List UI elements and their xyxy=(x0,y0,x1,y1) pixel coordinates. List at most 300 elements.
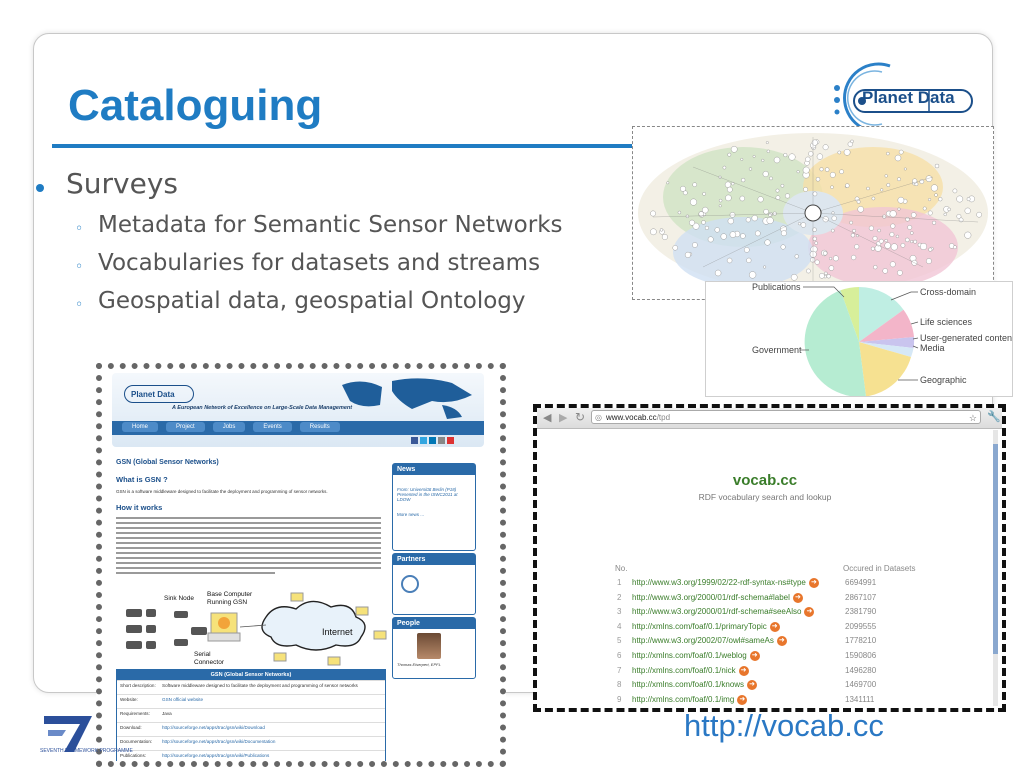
vocab-row-count: 1341111 xyxy=(845,694,875,704)
vocab-row-number: 3 xyxy=(617,607,622,617)
pie-svg xyxy=(706,282,1012,396)
vocab-site-subtitle: RDF vocabulary search and lookup xyxy=(698,492,832,502)
cloud-node xyxy=(725,195,731,201)
cloud-node xyxy=(789,154,796,161)
cloud-node xyxy=(885,243,891,249)
address-host: www.vocab.cc xyxy=(606,413,657,422)
cloud-node xyxy=(810,251,816,257)
cloud-node xyxy=(673,245,678,250)
cloud-node xyxy=(926,258,931,263)
cloud-node xyxy=(904,168,906,170)
vocab-row-uri[interactable] xyxy=(632,636,787,646)
cloud-node xyxy=(693,183,697,187)
cloud-node xyxy=(959,218,963,222)
cloud-node xyxy=(808,151,813,156)
cloud-node xyxy=(806,269,810,273)
diagram-base-computer-label: Base Computer Running GSN xyxy=(207,591,253,606)
cloud-node xyxy=(851,140,854,143)
vocab-row-uri-text[interactable]: http://www.w3.org/2000/01/rdf-schema#seeAlso xyxy=(632,607,802,617)
vocab-row-uri[interactable] xyxy=(632,622,780,632)
cloud-node xyxy=(689,220,694,225)
cloud-node xyxy=(897,178,900,181)
gsn-table-value[interactable]: GSN official website xyxy=(162,697,204,702)
gsn-logo: Planet Data xyxy=(124,385,194,403)
vocab-row-uri-text[interactable]: http://www.w3.org/1999/02/22-rdf-syntax-ns#type xyxy=(632,578,806,588)
gsn-tagline: A European Network of Excellence on Large-Scale Data Management xyxy=(172,405,353,411)
cloud-node xyxy=(785,194,790,199)
cloud-node xyxy=(784,153,788,157)
vocab-row-uri-text[interactable]: http://xmlns.com/foaf/0.1/primaryTopic xyxy=(632,621,767,631)
gsn-table-row xyxy=(117,722,385,736)
cloud-node xyxy=(766,141,768,143)
logo-text: Planet Data xyxy=(862,88,955,107)
vocab-row-count: 1469700 xyxy=(845,680,877,690)
arrow-circle-icon[interactable]: ➜ xyxy=(739,666,749,676)
cloud-node xyxy=(920,243,927,250)
cloud-node xyxy=(705,226,709,230)
sub-bullet-marker: ◦ xyxy=(75,297,84,313)
pie-label-government: Government xyxy=(752,345,802,355)
cloud-node xyxy=(719,205,721,207)
cloud-node xyxy=(791,274,797,280)
diagram-sink-node-label: Sink Node xyxy=(164,595,194,602)
cloud-node xyxy=(813,192,817,196)
vocab-row-uri-text[interactable]: http://www.w3.org/2000/01/rdf-schema#label xyxy=(632,592,790,602)
gsn-table-key: Documentation: xyxy=(120,739,153,744)
cloud-node xyxy=(898,208,901,211)
cloud-node xyxy=(858,206,864,212)
gsn-person-name: Thomas Eiserpert, EPFL xyxy=(397,662,441,667)
cloud-node xyxy=(762,159,765,162)
gsn-partners-box xyxy=(392,553,476,615)
gsn-table-value[interactable]: http://sourceforge.net/apps/trac/gsn/wiki/Documentation xyxy=(162,739,276,744)
pie-label-geographic: Geographic xyxy=(920,375,967,385)
cloud-node xyxy=(829,257,832,260)
gsn-table-value: Software middleware designed to facilitate the deployment and programming of sensor networks xyxy=(162,683,358,688)
gsn-table-value[interactable]: http://sourceforge.net/apps/trac/gsn/wiki/Publications xyxy=(162,753,270,758)
gsn-table-row xyxy=(117,680,385,694)
cloud-node xyxy=(879,239,883,243)
cloud-node xyxy=(953,189,957,193)
cloud-node xyxy=(767,217,774,224)
page-icon: ◎ xyxy=(595,413,602,422)
footer-url-link[interactable]: http://vocab.cc xyxy=(684,708,884,743)
cloud-node xyxy=(928,198,931,201)
gsn-table-key: Download: xyxy=(120,725,142,730)
cloud-node xyxy=(815,260,820,265)
cloud-node xyxy=(746,258,751,263)
cloud-node xyxy=(830,172,835,177)
gsn-header xyxy=(112,373,484,447)
vocab-row-number: 5 xyxy=(617,636,622,646)
vocab-row-uri[interactable] xyxy=(632,680,757,690)
cloud-node xyxy=(831,186,834,189)
gsn-body-text xyxy=(116,517,381,587)
cloud-node xyxy=(965,208,971,214)
cloud-node xyxy=(749,168,752,171)
cloud-node xyxy=(901,243,905,247)
wrench-icon[interactable]: 🔧 xyxy=(987,410,1001,423)
cloud-node xyxy=(953,246,956,249)
gsn-nav xyxy=(122,422,340,432)
cloud-node xyxy=(891,244,898,251)
forward-icon[interactable]: ▶ xyxy=(559,411,568,424)
cloud-node xyxy=(776,189,779,192)
back-icon[interactable]: ◀ xyxy=(543,411,552,424)
bullet-surveys: Surveys xyxy=(66,167,178,200)
vocab-row-number: 1 xyxy=(617,578,622,587)
cloud-node xyxy=(816,177,820,181)
cloud-node xyxy=(932,221,936,225)
vocab-row-uri[interactable] xyxy=(632,607,814,617)
cloud-node xyxy=(740,234,745,239)
share-icon[interactable] xyxy=(438,437,445,444)
arrow-circle-icon[interactable]: ➜ xyxy=(793,593,803,603)
bullet-marker xyxy=(36,184,44,192)
cloud-node xyxy=(890,211,897,218)
pie-label-life-sciences: Life sciences xyxy=(920,317,973,327)
arrow-circle-icon[interactable]: ➜ xyxy=(737,695,747,705)
cloud-node xyxy=(702,207,708,213)
cloud-node xyxy=(935,164,939,168)
cloud-node xyxy=(845,184,849,188)
cloud-node xyxy=(850,221,853,224)
vocab-row-number: 2 xyxy=(617,592,622,602)
cloud-node xyxy=(891,224,896,229)
gsn-news-item[interactable]: From: Universität Berlin (P18) Presented in the ISWC2011 at LDOW xyxy=(397,487,458,502)
cloud-node xyxy=(819,273,824,278)
cloud-node xyxy=(890,232,894,236)
cloud-node xyxy=(820,168,824,172)
gsn-table-value[interactable]: http://sourceforge.net/apps/trac/gsn/wiki/Download xyxy=(162,725,265,730)
cloud-node xyxy=(730,232,736,238)
cloud-node xyxy=(873,265,877,269)
twitter-icon[interactable] xyxy=(420,437,427,444)
arrow-circle-icon[interactable]: ➜ xyxy=(750,651,760,661)
gsn-table-key: Publications: xyxy=(120,753,147,758)
vocab-row-uri[interactable] xyxy=(632,578,819,588)
gsn-nav-results[interactable]: Results xyxy=(300,422,340,432)
cloud-node xyxy=(857,200,860,203)
cloud-node xyxy=(797,170,800,173)
gsn-table-row xyxy=(117,736,385,750)
cloud-node xyxy=(721,234,727,240)
vocab-browser-screenshot xyxy=(533,404,1006,712)
cloud-node xyxy=(795,255,799,259)
slide-title: Cataloguing xyxy=(68,81,323,130)
gsn-news-box xyxy=(392,463,476,551)
cloud-node xyxy=(908,225,912,229)
cloud-node xyxy=(948,208,951,211)
pie-label-user-generated: User-generated content xyxy=(920,333,1012,343)
cloud-node xyxy=(895,155,901,161)
vocab-row-count: 6694991 xyxy=(845,578,877,587)
vocab-row-uri[interactable] xyxy=(632,666,749,676)
gsn-table-row xyxy=(117,708,385,722)
cloud-node xyxy=(781,245,786,250)
vocab-row-uri-text[interactable]: http://xmlns.com/foaf/0.1/nick xyxy=(632,665,736,675)
cloud-node xyxy=(853,229,856,232)
scrollbar[interactable] xyxy=(993,430,998,706)
cloud-node xyxy=(854,244,859,249)
cloud-node xyxy=(832,212,835,215)
cloud-node xyxy=(727,187,732,192)
cloud-node xyxy=(801,223,806,228)
diagram-serial-connector-label: Serial Connector xyxy=(194,651,224,666)
gsn-info-table xyxy=(116,669,386,765)
cloud-node xyxy=(650,211,655,216)
gsn-table-key: Requirements: xyxy=(120,711,150,716)
gsn-table-key: Short description: xyxy=(120,683,156,688)
arrow-circle-icon[interactable]: ➜ xyxy=(804,607,814,617)
world-map xyxy=(332,375,482,421)
youtube-icon[interactable] xyxy=(447,437,454,444)
cloud-node xyxy=(929,248,933,252)
cloud-node xyxy=(758,197,764,203)
cloud-node xyxy=(753,155,755,157)
gsn-table-row xyxy=(117,694,385,708)
cloud-node xyxy=(764,209,769,214)
cloud-node xyxy=(977,212,982,217)
person-photo xyxy=(417,633,441,659)
cloud-node xyxy=(741,178,745,182)
cloud-node xyxy=(781,231,786,236)
pie-label-cross-domain: Cross-domain xyxy=(920,287,977,297)
bookmark-star-icon[interactable]: ☆ xyxy=(968,413,977,423)
cloud-node xyxy=(913,240,916,243)
gsn-how-heading: How it works xyxy=(116,503,163,512)
cloud-node xyxy=(897,270,902,275)
cloud-node xyxy=(871,247,875,251)
cloud-node xyxy=(650,229,656,235)
cloud-node xyxy=(752,215,758,221)
pie-label-media: Media xyxy=(920,343,945,353)
gsn-partners-header: Partners xyxy=(393,554,475,565)
arrow-circle-icon[interactable]: ➜ xyxy=(777,636,787,646)
vocab-row-uri-text[interactable]: http://xmlns.com/foaf/0.1/knows xyxy=(632,680,745,690)
cloud-node xyxy=(690,199,697,206)
cloud-node xyxy=(749,272,756,279)
cloud-node xyxy=(803,187,807,191)
cloud-node xyxy=(840,170,844,174)
gsn-more-news-link[interactable]: More news ... xyxy=(397,512,425,517)
cloud-node xyxy=(813,237,817,241)
pie-label-publications: Publications xyxy=(752,282,801,292)
sub-bullet-2: Vocabularies for datasets and streams xyxy=(98,250,541,276)
vocab-row-count: 1590806 xyxy=(845,651,877,660)
lod-cloud-graphic xyxy=(633,127,993,299)
cloud-node xyxy=(928,211,932,215)
lod-cloud-image xyxy=(632,126,994,300)
vocab-row-number: 7 xyxy=(617,665,622,675)
cloud-node xyxy=(823,145,828,150)
cloud-node xyxy=(660,229,663,232)
cloud-node xyxy=(685,252,691,258)
cloud-node xyxy=(715,270,721,276)
gsn-website-screenshot xyxy=(96,363,506,767)
linkedin-icon[interactable] xyxy=(429,437,436,444)
facebook-icon[interactable] xyxy=(411,437,418,444)
cloud-node xyxy=(703,192,706,195)
vocab-row-count: 2099555 xyxy=(845,621,877,631)
cloud-node xyxy=(896,235,899,238)
cloud-node xyxy=(851,255,856,260)
cloud-node xyxy=(731,146,737,152)
cloud-node xyxy=(885,175,888,178)
gsn-table-title: GSN (Global Sensor Networks) xyxy=(117,670,385,680)
cloud-node xyxy=(829,266,834,271)
cloud-node xyxy=(957,196,963,202)
partner-logo[interactable] xyxy=(401,575,419,593)
vocab-row-uri[interactable] xyxy=(632,593,803,603)
gsn-nav-project[interactable]: Project xyxy=(166,422,205,432)
gsn-nav-jobs[interactable]: Jobs xyxy=(213,422,246,432)
cloud-node xyxy=(883,215,887,219)
cloud-node xyxy=(667,182,669,184)
cloud-node xyxy=(967,197,970,200)
cloud-node xyxy=(744,247,749,252)
cloud-node xyxy=(931,185,938,192)
vocab-row-number: 9 xyxy=(617,694,622,704)
cloud-node xyxy=(805,157,810,162)
cloud-node xyxy=(781,184,784,187)
cloud-node xyxy=(883,268,888,273)
cloud-node xyxy=(885,239,888,242)
reload-icon[interactable]: ↻ xyxy=(575,410,586,424)
cloud-node xyxy=(763,171,769,177)
cloud-node xyxy=(678,211,681,214)
domains-pie-chart xyxy=(705,281,1013,397)
cloud-node xyxy=(798,222,801,225)
scrollbar-thumb[interactable] xyxy=(993,444,998,654)
cloud-node xyxy=(824,272,827,275)
cloud-node xyxy=(833,256,838,261)
cloud-node xyxy=(823,251,827,255)
cloud-node xyxy=(773,212,777,216)
cloud-node xyxy=(765,240,771,246)
cloud-node xyxy=(774,157,780,163)
vocab-row-uri-text[interactable]: http://www.w3.org/2002/07/owl#sameAs xyxy=(632,636,774,646)
cloud-node xyxy=(769,177,772,180)
cloud-node xyxy=(910,240,913,243)
cloud-node xyxy=(755,231,760,236)
cloud-node xyxy=(817,154,823,160)
cloud-node xyxy=(867,187,870,190)
vocab-row-count: 2867107 xyxy=(845,592,877,602)
cloud-node xyxy=(810,258,815,263)
cloud-node xyxy=(680,186,685,191)
cloud-node xyxy=(838,151,841,154)
cloud-node xyxy=(887,183,890,186)
cloud-node xyxy=(832,216,837,221)
cloud-node xyxy=(827,274,831,278)
fp7-label: SEVENTH FRAMEWORK PROGRAMME xyxy=(40,748,133,754)
gsn-news-header: News xyxy=(393,464,475,475)
cloud-node xyxy=(740,196,745,201)
cloud-node xyxy=(692,242,697,247)
cloud-node xyxy=(886,152,889,155)
cloud-node xyxy=(825,168,829,172)
sub-bullet-marker: ◦ xyxy=(75,259,84,275)
address-bar[interactable] xyxy=(591,410,981,424)
cloud-node xyxy=(890,262,895,267)
arrow-circle-icon[interactable]: ➜ xyxy=(770,622,780,632)
cloud-node xyxy=(727,258,732,263)
arrow-circle-icon[interactable]: ➜ xyxy=(809,578,819,588)
cloud-node xyxy=(905,238,909,242)
cloud-node xyxy=(965,232,972,239)
cloud-node xyxy=(944,213,947,216)
cloud-node xyxy=(911,213,916,218)
cloud-node xyxy=(873,236,877,240)
cloud-node xyxy=(803,167,809,173)
cloud-node xyxy=(715,228,720,233)
cloud-node xyxy=(920,180,924,184)
gsn-nav-home[interactable]: Home xyxy=(122,422,158,432)
browser-toolbar xyxy=(537,408,1002,429)
cloud-node xyxy=(725,182,731,188)
cloud-node xyxy=(878,229,881,232)
gsn-table-key: Website: xyxy=(120,697,138,702)
col-no-header: No. xyxy=(615,564,628,573)
sub-bullet-marker: ◦ xyxy=(75,221,84,237)
vocab-row-count: 1778210 xyxy=(845,636,877,646)
gsn-people-header: People xyxy=(393,618,475,629)
cloud-node xyxy=(815,242,818,245)
cloud-node xyxy=(869,226,874,231)
gsn-nav-events[interactable]: Events xyxy=(253,422,291,432)
sub-bullet-3: Geospatial data, geospatial Ontology xyxy=(98,288,526,314)
vocab-row-count: 1496280 xyxy=(845,665,877,675)
cloud-node xyxy=(844,149,850,155)
cloud-node xyxy=(741,158,743,160)
cloud-node xyxy=(746,218,751,223)
vocab-row-uri-text[interactable]: http://xmlns.com/foaf/0.1/weblog xyxy=(632,651,747,661)
cloud-node xyxy=(938,197,942,201)
cloud-node xyxy=(708,237,713,242)
gsn-social-icons xyxy=(411,437,454,444)
cloud-node xyxy=(702,220,706,224)
cloud-node xyxy=(728,153,731,156)
cloud-node xyxy=(935,194,938,197)
col-count-header: Occured in Datasets xyxy=(843,564,916,573)
cloud-node xyxy=(899,150,903,154)
cloud-node xyxy=(898,197,904,203)
gsn-intro: GSN is a software middleware designed to facilitate the deployment and programming of sensor networks. xyxy=(116,489,328,494)
vocab-site-title: vocab.cc xyxy=(732,472,798,489)
cloud-node xyxy=(662,234,668,240)
vocab-row-number: 8 xyxy=(617,680,622,690)
vocab-row-uri-text[interactable]: http://xmlns.com/foaf/0.1/img xyxy=(632,694,735,704)
sub-bullet-1: Metadata for Semantic Sensor Networks xyxy=(98,212,563,238)
cloud-node xyxy=(767,150,770,153)
vocab-row-uri[interactable] xyxy=(632,651,760,661)
arrow-circle-icon[interactable]: ➜ xyxy=(747,680,757,690)
cloud-node xyxy=(831,229,834,232)
gsn-what-heading: What is GSN ? xyxy=(116,475,168,484)
vocab-row-uri[interactable] xyxy=(632,695,747,705)
cloud-node xyxy=(723,166,726,169)
cloud-node xyxy=(851,233,855,237)
cloud-node xyxy=(910,232,913,235)
address-path: /tpd xyxy=(656,413,671,422)
cloud-node xyxy=(728,218,734,224)
gsn-page-title: GSN (Global Sensor Networks) xyxy=(116,459,219,466)
gsn-people-box xyxy=(392,617,476,679)
cloud-node xyxy=(763,266,766,269)
vocab-row-number: 4 xyxy=(617,621,622,631)
cloud-node xyxy=(872,197,875,200)
